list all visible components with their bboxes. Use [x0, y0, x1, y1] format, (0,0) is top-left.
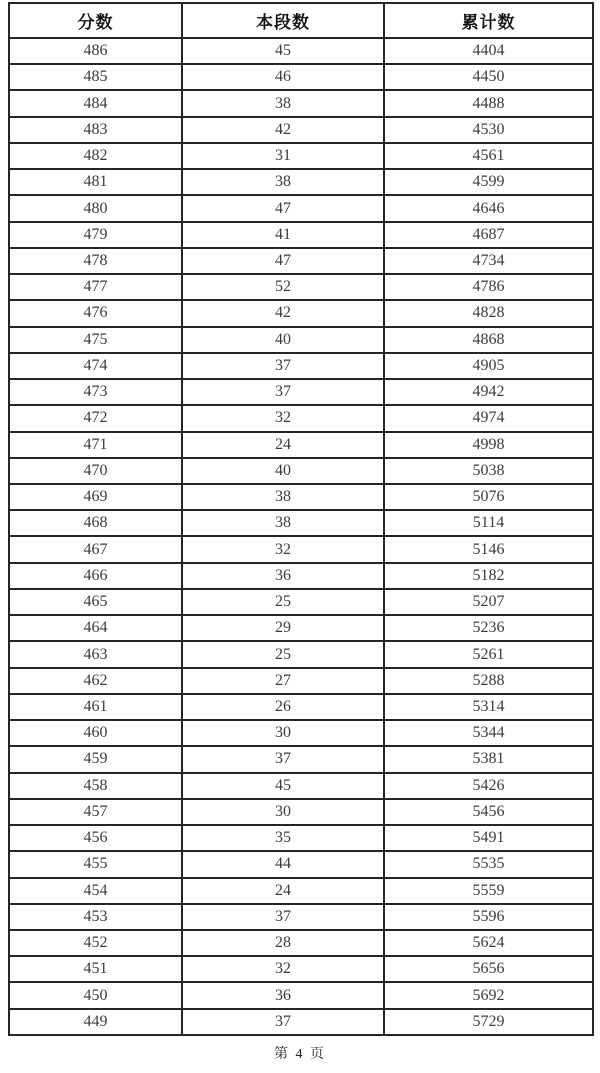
table-cell: 473 [9, 379, 182, 405]
table-cell: 4646 [384, 195, 593, 221]
table-cell: 460 [9, 720, 182, 746]
table-cell: 5426 [384, 773, 593, 799]
table-cell: 4974 [384, 405, 593, 431]
table-cell: 4942 [384, 379, 593, 405]
table-row [9, 982, 593, 1008]
table-cell: 461 [9, 694, 182, 720]
table-cell: 4687 [384, 222, 593, 248]
table-cell: 452 [9, 930, 182, 956]
table-cell: 5596 [384, 904, 593, 930]
table-cell: 484 [9, 90, 182, 116]
table-cell: 5261 [384, 641, 593, 667]
table-cell: 27 [182, 668, 384, 694]
table-row [9, 668, 593, 694]
table-cell: 480 [9, 195, 182, 221]
table-cell: 5535 [384, 851, 593, 877]
table-cell: 474 [9, 353, 182, 379]
table-row [9, 825, 593, 851]
table-cell: 477 [9, 274, 182, 300]
table-row [9, 589, 593, 615]
header-row [9, 3, 593, 38]
table-cell: 45 [182, 773, 384, 799]
table-cell: 483 [9, 117, 182, 143]
table-cell: 4734 [384, 248, 593, 274]
table-cell: 30 [182, 720, 384, 746]
table-cell: 24 [182, 432, 384, 458]
table-cell: 32 [182, 956, 384, 982]
table-cell: 462 [9, 668, 182, 694]
col-header-cumulative-count: 累计数 [384, 3, 593, 38]
table-cell: 485 [9, 64, 182, 90]
table-cell: 40 [182, 458, 384, 484]
table-row [9, 117, 593, 143]
table-header [9, 3, 593, 38]
table-cell: 4905 [384, 353, 593, 379]
table-cell: 29 [182, 615, 384, 641]
table-row [9, 904, 593, 930]
table-cell: 464 [9, 615, 182, 641]
table-cell: 37 [182, 904, 384, 930]
table-cell: 37 [182, 379, 384, 405]
table-cell: 467 [9, 536, 182, 562]
score-distribution-table [8, 2, 594, 1036]
table-cell: 463 [9, 641, 182, 667]
table-cell: 482 [9, 143, 182, 169]
table-cell: 37 [182, 353, 384, 379]
table-row [9, 563, 593, 589]
table-row [9, 694, 593, 720]
table-cell: 25 [182, 641, 384, 667]
table-cell: 5288 [384, 668, 593, 694]
table-row [9, 799, 593, 825]
table-cell: 5236 [384, 615, 593, 641]
table-row [9, 90, 593, 116]
table-row [9, 930, 593, 956]
table-cell: 5146 [384, 536, 593, 562]
table-cell: 46 [182, 64, 384, 90]
table-cell: 5559 [384, 878, 593, 904]
table-cell: 459 [9, 746, 182, 772]
table-cell: 32 [182, 405, 384, 431]
table-row [9, 222, 593, 248]
table-cell: 30 [182, 799, 384, 825]
table-cell: 40 [182, 327, 384, 353]
table-cell: 454 [9, 878, 182, 904]
table-cell: 457 [9, 799, 182, 825]
table-cell: 476 [9, 300, 182, 326]
table-cell: 5182 [384, 563, 593, 589]
table-cell: 25 [182, 589, 384, 615]
table-cell: 38 [182, 510, 384, 536]
page-number-label: 第 4 页 [274, 1047, 326, 1062]
table-cell: 4786 [384, 274, 593, 300]
table-cell: 5692 [384, 982, 593, 1008]
table-cell: 451 [9, 956, 182, 982]
table-cell: 47 [182, 195, 384, 221]
table-row [9, 746, 593, 772]
table-cell: 38 [182, 169, 384, 195]
table-row [9, 851, 593, 877]
table-row [9, 956, 593, 982]
table-cell: 5729 [384, 1009, 593, 1035]
table-row [9, 878, 593, 904]
table-row [9, 38, 593, 64]
table-row [9, 405, 593, 431]
col-header-segment-count: 本段数 [182, 3, 384, 38]
table-row [9, 720, 593, 746]
table-cell: 37 [182, 746, 384, 772]
table-cell: 453 [9, 904, 182, 930]
table-row [9, 195, 593, 221]
table-cell: 42 [182, 117, 384, 143]
table-cell: 38 [182, 484, 384, 510]
table-cell: 450 [9, 982, 182, 1008]
table-cell: 475 [9, 327, 182, 353]
table-row [9, 641, 593, 667]
table-row [9, 274, 593, 300]
table-cell: 456 [9, 825, 182, 851]
table-cell: 478 [9, 248, 182, 274]
table-cell: 449 [9, 1009, 182, 1035]
table-cell: 47 [182, 248, 384, 274]
table-cell: 45 [182, 38, 384, 64]
table-row [9, 458, 593, 484]
table-cell: 479 [9, 222, 182, 248]
table-cell: 52 [182, 274, 384, 300]
table-row [9, 379, 593, 405]
table-cell: 471 [9, 432, 182, 458]
table-cell: 5114 [384, 510, 593, 536]
table-cell: 4561 [384, 143, 593, 169]
table-cell: 5038 [384, 458, 593, 484]
table-row [9, 327, 593, 353]
table-row [9, 773, 593, 799]
table-row [9, 248, 593, 274]
table-cell: 472 [9, 405, 182, 431]
table-cell: 469 [9, 484, 182, 510]
table-cell: 470 [9, 458, 182, 484]
table-cell: 4488 [384, 90, 593, 116]
table-row [9, 300, 593, 326]
table-cell: 5381 [384, 746, 593, 772]
table-row [9, 169, 593, 195]
table-cell: 36 [182, 982, 384, 1008]
table-cell: 5491 [384, 825, 593, 851]
table-cell: 4530 [384, 117, 593, 143]
table-cell: 4998 [384, 432, 593, 458]
table-cell: 5624 [384, 930, 593, 956]
table-cell: 26 [182, 694, 384, 720]
table-cell: 31 [182, 143, 384, 169]
table-cell: 24 [182, 878, 384, 904]
table-cell: 458 [9, 773, 182, 799]
table-cell: 466 [9, 563, 182, 589]
table-row [9, 615, 593, 641]
table-cell: 5207 [384, 589, 593, 615]
table-cell: 37 [182, 1009, 384, 1035]
table-cell: 5344 [384, 720, 593, 746]
table-cell: 35 [182, 825, 384, 851]
table-row [9, 143, 593, 169]
table-cell: 41 [182, 222, 384, 248]
table-cell: 468 [9, 510, 182, 536]
table-cell: 5456 [384, 799, 593, 825]
col-header-score: 分数 [9, 3, 182, 38]
table-cell: 465 [9, 589, 182, 615]
table-cell: 5314 [384, 694, 593, 720]
table-row [9, 484, 593, 510]
table-cell: 481 [9, 169, 182, 195]
table-cell: 4450 [384, 64, 593, 90]
table-cell: 44 [182, 851, 384, 877]
table-cell: 4599 [384, 169, 593, 195]
table-cell: 486 [9, 38, 182, 64]
table-body [9, 38, 593, 1035]
table-row [9, 1009, 593, 1035]
table-row [9, 510, 593, 536]
table-cell: 38 [182, 90, 384, 116]
table-cell: 36 [182, 563, 384, 589]
table-cell: 32 [182, 536, 384, 562]
table-row [9, 353, 593, 379]
table-cell: 455 [9, 851, 182, 877]
table-cell: 42 [182, 300, 384, 326]
table-cell: 4404 [384, 38, 593, 64]
table-row [9, 536, 593, 562]
table-cell: 28 [182, 930, 384, 956]
table-cell: 4828 [384, 300, 593, 326]
table-cell: 5076 [384, 484, 593, 510]
table-cell: 5656 [384, 956, 593, 982]
table-row [9, 64, 593, 90]
table-row [9, 432, 593, 458]
table-cell: 4868 [384, 327, 593, 353]
